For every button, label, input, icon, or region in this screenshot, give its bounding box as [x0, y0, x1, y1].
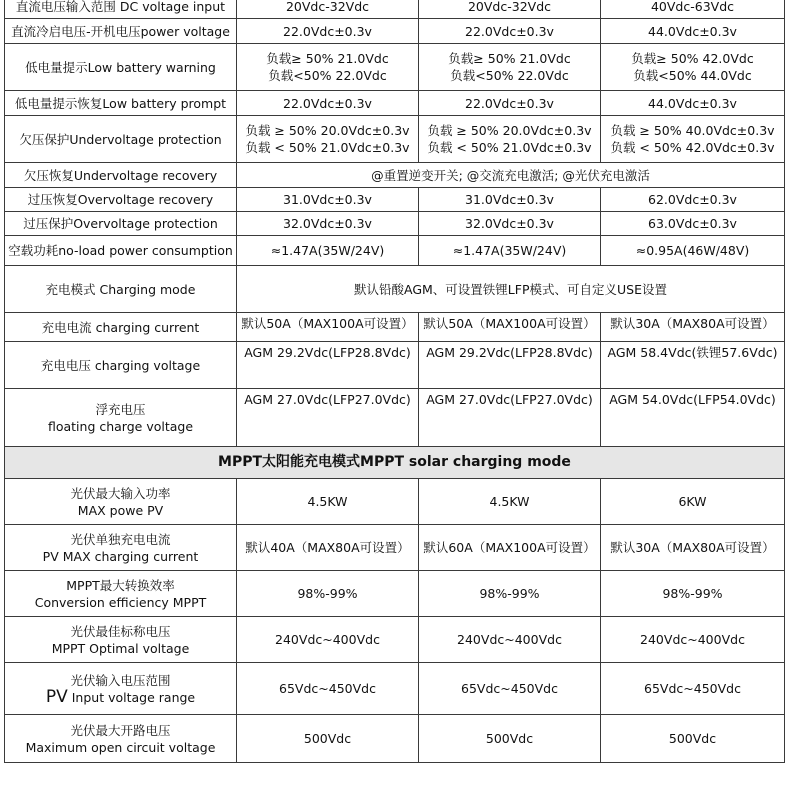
table-cell: 负载≥ 50% 21.0Vdc 负载<50% 22.0Vdc — [237, 44, 419, 91]
table-cell: 65Vdc~450Vdc — [237, 663, 419, 715]
row-label: 光伏输入电压范围 PV Input voltage range — [5, 663, 237, 715]
table-cell: 63.0Vdc±0.3v — [601, 212, 785, 236]
table-cell: AGM 27.0Vdc(LFP27.0Vdc) — [419, 389, 601, 447]
table-cell: 32.0Vdc±0.3v — [237, 212, 419, 236]
table-cell: 32.0Vdc±0.3v — [419, 212, 601, 236]
table-cell: 500Vdc — [419, 715, 601, 763]
row-label: 光伏最佳标称电压 MPPT Optimal voltage — [5, 617, 237, 663]
section-header-row — [5, 447, 785, 479]
table-row — [5, 663, 785, 715]
table-cell: 62.0Vdc±0.3v — [601, 188, 785, 212]
table-cell: 65Vdc~450Vdc — [419, 663, 601, 715]
table-cell: 44.0Vdc±0.3v — [601, 91, 785, 116]
table-row — [5, 389, 785, 447]
table-row — [5, 0, 785, 19]
table-cell: 默认40A（MAX80A可设置） — [237, 525, 419, 571]
table-cell: ≈1.47A(35W/24V) — [419, 236, 601, 266]
table-cell: 负载 ≥ 50% 40.0Vdc±0.3v 负载 < 50% 42.0Vdc±0.3v — [601, 116, 785, 163]
table-cell: 22.0Vdc±0.3v — [419, 91, 601, 116]
row-label: 空载功耗no-load power consumption — [5, 236, 237, 266]
row-label: 光伏最大输入功率 MAX powe PV — [5, 479, 237, 525]
table-cell: 默认50A（MAX100A可设置） — [237, 313, 419, 342]
table-row — [5, 342, 785, 389]
table-cell: 4.5KW — [419, 479, 601, 525]
table-row — [5, 188, 785, 212]
row-label: 低电量提示Low battery warning — [5, 44, 237, 91]
spec-table — [4, 0, 785, 763]
merged-cell: @重置逆变开关; @交流充电激活; @光伏充电激活 — [237, 163, 785, 188]
table-row — [5, 19, 785, 44]
table-cell: AGM 29.2Vdc(LFP28.8Vdc) — [419, 342, 601, 389]
table-cell: 98%-99% — [419, 571, 601, 617]
table-cell: 默认30A（MAX80A可设置） — [601, 525, 785, 571]
table-cell: 负载 ≥ 50% 20.0Vdc±0.3v 负载 < 50% 21.0Vdc±0.3v — [237, 116, 419, 163]
table-cell: 22.0Vdc±0.3v — [237, 19, 419, 44]
table-cell: ≈0.95A(46W/48V) — [601, 236, 785, 266]
row-label: 充电电压 charging voltage — [5, 342, 237, 389]
table-cell: 22.0Vdc±0.3v — [419, 19, 601, 44]
table-row — [5, 617, 785, 663]
merged-cell: 默认铅酸AGM、可设置铁锂LFP模式、可自定义USE设置 — [237, 266, 785, 313]
table-row — [5, 525, 785, 571]
table-cell: 500Vdc — [237, 715, 419, 763]
table-row — [5, 44, 785, 91]
table-row — [5, 163, 785, 188]
row-label: 欠压保护Undervoltage protection — [5, 116, 237, 163]
table-cell: 65Vdc~450Vdc — [601, 663, 785, 715]
table-cell: AGM 58.4Vdc(铁锂57.6Vdc) — [601, 342, 785, 389]
section-title: MPPT太阳能充电模式MPPT solar charging mode — [5, 447, 785, 479]
table-cell: 6KW — [601, 479, 785, 525]
table-row — [5, 571, 785, 617]
table-cell: 4.5KW — [237, 479, 419, 525]
pv-abbreviation: PV — [45, 686, 68, 707]
table-cell: 负载 ≥ 50% 20.0Vdc±0.3v 负载 < 50% 21.0Vdc±0.3v — [419, 116, 601, 163]
table-cell: ≈1.47A(35W/24V) — [237, 236, 419, 266]
row-label: 光伏最大开路电压 Maximum open circuit voltage — [5, 715, 237, 763]
table-cell: 默认60A（MAX100A可设置） — [419, 525, 601, 571]
row-label: 过压恢复Overvoltage recovery — [5, 188, 237, 212]
table-cell: 98%-99% — [237, 571, 419, 617]
table-row — [5, 236, 785, 266]
table-row — [5, 266, 785, 313]
spec-table-body — [5, 0, 785, 763]
table-cell: 44.0Vdc±0.3v — [601, 19, 785, 44]
table-cell: 31.0Vdc±0.3v — [419, 188, 601, 212]
table-cell: 22.0Vdc±0.3v — [237, 91, 419, 116]
table-row — [5, 313, 785, 342]
row-label: 光伏单独充电电流 PV MAX charging current — [5, 525, 237, 571]
table-row — [5, 91, 785, 116]
row-label: 浮充电压 floating charge voltage — [5, 389, 237, 447]
table-cell: 负载≥ 50% 21.0Vdc 负载<50% 22.0Vdc — [419, 44, 601, 91]
table-row — [5, 715, 785, 763]
row-label: 过压保护Overvoltage protection — [5, 212, 237, 236]
table-cell: AGM 54.0Vdc(LFP54.0Vdc) — [601, 389, 785, 447]
table-cell: 500Vdc — [601, 715, 785, 763]
table-cell: 20Vdc-32Vdc — [419, 0, 601, 19]
table-row — [5, 479, 785, 525]
table-cell: 默认30A（MAX80A可设置） — [601, 313, 785, 342]
table-row — [5, 116, 785, 163]
row-label: 低电量提示恢复Low battery prompt — [5, 91, 237, 116]
row-label: 直流电压输入范围 DC voltage input — [5, 0, 237, 19]
table-cell: 默认50A（MAX100A可设置） — [419, 313, 601, 342]
row-label: 充电电流 charging current — [5, 313, 237, 342]
row-label: MPPT最大转换效率 Conversion efficiency MPPT — [5, 571, 237, 617]
table-cell: AGM 27.0Vdc(LFP27.0Vdc) — [237, 389, 419, 447]
row-label: 充电模式 Charging mode — [5, 266, 237, 313]
table-cell: 240Vdc~400Vdc — [419, 617, 601, 663]
table-cell: 240Vdc~400Vdc — [237, 617, 419, 663]
row-label: 欠压恢复Undervoltage recovery — [5, 163, 237, 188]
table-row — [5, 212, 785, 236]
table-cell: 负载≥ 50% 42.0Vdc 负载<50% 44.0Vdc — [601, 44, 785, 91]
table-cell: AGM 29.2Vdc(LFP28.8Vdc) — [237, 342, 419, 389]
table-cell: 98%-99% — [601, 571, 785, 617]
row-label: 直流冷启电压-开机电压power voltage — [5, 19, 237, 44]
table-cell: 31.0Vdc±0.3v — [237, 188, 419, 212]
table-cell: 20Vdc-32Vdc — [237, 0, 419, 19]
table-cell: 240Vdc~400Vdc — [601, 617, 785, 663]
table-cell: 40Vdc-63Vdc — [601, 0, 785, 19]
